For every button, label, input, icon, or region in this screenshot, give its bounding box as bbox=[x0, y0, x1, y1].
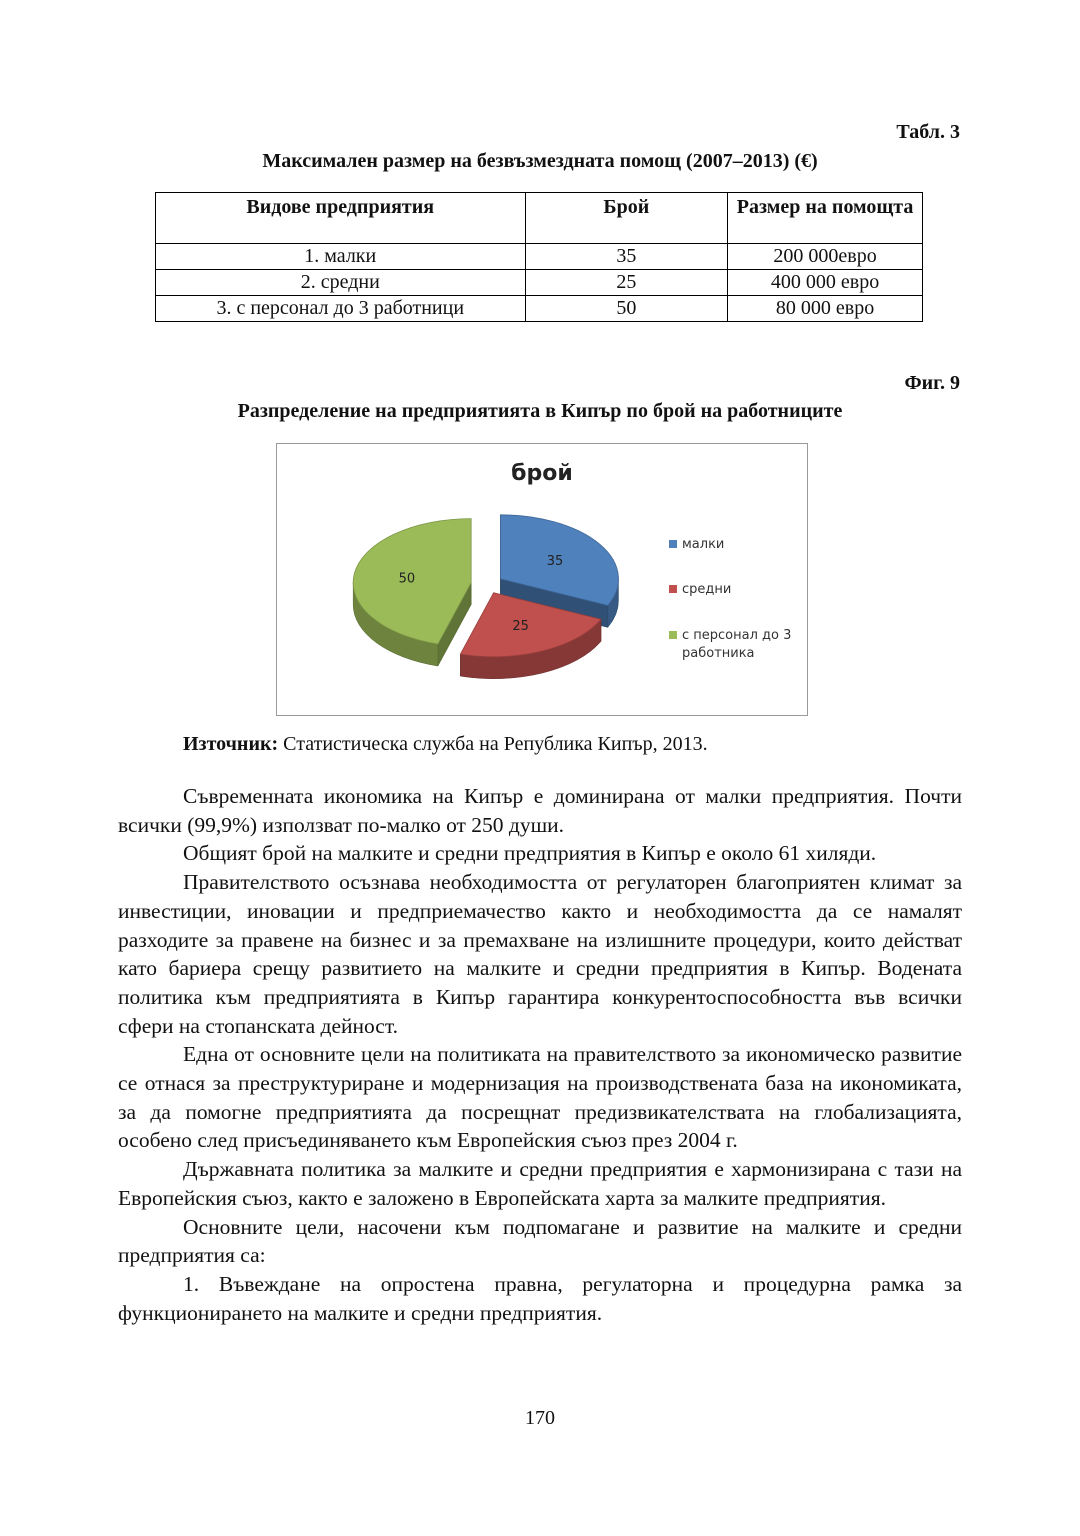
data-label-3: 50 bbox=[398, 571, 416, 587]
table-header-row bbox=[156, 193, 923, 244]
table-title: Максимален размер на безвъзмездната помощ (2007–2013) (€) bbox=[262, 150, 818, 172]
table-cell: 80 000 евро bbox=[728, 296, 923, 322]
legend-item bbox=[669, 582, 731, 597]
table-row bbox=[156, 270, 923, 296]
page-number: 170 bbox=[525, 1407, 555, 1429]
paragraph: Държавната политика за малките и средни предприятия е хармонизирана с тази на Европейския съюз, както е заложено в Европейската харта за малките предприятия. bbox=[118, 1157, 962, 1210]
table-cell: 400 000 евро bbox=[728, 270, 923, 296]
legend-label: малки bbox=[682, 537, 725, 552]
table-label: Табл. 3 bbox=[896, 121, 960, 143]
data-label-2: 25 bbox=[512, 618, 529, 634]
table-row bbox=[156, 244, 923, 270]
table-header-type: Видове предприятия bbox=[156, 193, 526, 244]
source-line bbox=[183, 733, 708, 756]
table-header-amount: Размер на помощта bbox=[728, 193, 923, 244]
table-cell: 35 bbox=[525, 244, 728, 270]
paragraph: Една от основните цели на политиката на правителството за икономическо развитие се отнася за преструктуриране и модернизация на производствената база на икономиката, за да помогне предприятията да посрещнат предизвикателствата на глобализацията, особено след присъединяването към Европейския съюз през 2004 г. bbox=[118, 1042, 962, 1153]
table-cell: 200 000евро bbox=[728, 244, 923, 270]
figure-label: Фиг. 9 bbox=[904, 372, 960, 394]
paragraph: Правителството осъзнава необходимостта от регулаторен благоприятен климат за инвестиции, иновации и предприемачество както и необходимостта да се намалят разходите за правене на бизнес и за премахване на излишните процедури, които действат като бариера срещу развитието на малките и средни предприятия в Кипър. Водената политика към предприятията в Кипър гарантира конкурентоспособността във всички сфери на стопанската дейност. bbox=[118, 870, 962, 1038]
table-cell: 3. с персонал до 3 работници bbox=[156, 296, 526, 322]
paragraph: Общият брой на малките и средни предприятия в Кипър е около 61 хиляди. bbox=[183, 841, 877, 866]
chart-title: брой bbox=[511, 461, 573, 486]
paragraph: Основните цели, насочени към подпомагане и развитие на малките и средни предприятия са: bbox=[118, 1214, 962, 1268]
paragraph: Съвременната икономика на Кипър е доминирана от малки предприятия. Почти всички (99,9%) използват по-малко от 250 души. bbox=[118, 784, 962, 837]
paragraph: 1. Въвеждане на опростена правна, регулаторна и процедурна рамка за функционирането на малките и средни предприятия. bbox=[118, 1271, 962, 1325]
source-label: Източник: bbox=[183, 733, 279, 755]
pie-chart-frame bbox=[276, 443, 808, 716]
legend-swatch bbox=[669, 585, 677, 593]
pie-slice-3 bbox=[353, 519, 471, 666]
legend-label: средни bbox=[682, 582, 732, 597]
pie-chart bbox=[277, 444, 807, 715]
body-text bbox=[118, 782, 962, 1327]
table-cell: 25 bbox=[525, 270, 728, 296]
table-row bbox=[156, 296, 923, 322]
table-cell: 1. малки bbox=[156, 244, 526, 270]
table-cell: 2. средни bbox=[156, 270, 526, 296]
data-label-1: 35 bbox=[546, 553, 564, 569]
figure-title: Разпределение на предприятията в Кипър по брой на работниците bbox=[237, 400, 843, 422]
table-header-count: Брой bbox=[525, 193, 728, 244]
legend-item bbox=[669, 628, 791, 661]
table-cell: 50 bbox=[525, 296, 728, 322]
legend-item bbox=[669, 537, 724, 552]
source-text: Статистическа служба на Република Кипър, 2013. bbox=[283, 733, 708, 755]
legend-swatch bbox=[669, 540, 677, 548]
legend-label: работника bbox=[682, 646, 755, 661]
aid-table bbox=[155, 192, 923, 322]
legend-label: с персонал до 3 bbox=[682, 628, 792, 643]
legend-swatch bbox=[669, 631, 677, 639]
